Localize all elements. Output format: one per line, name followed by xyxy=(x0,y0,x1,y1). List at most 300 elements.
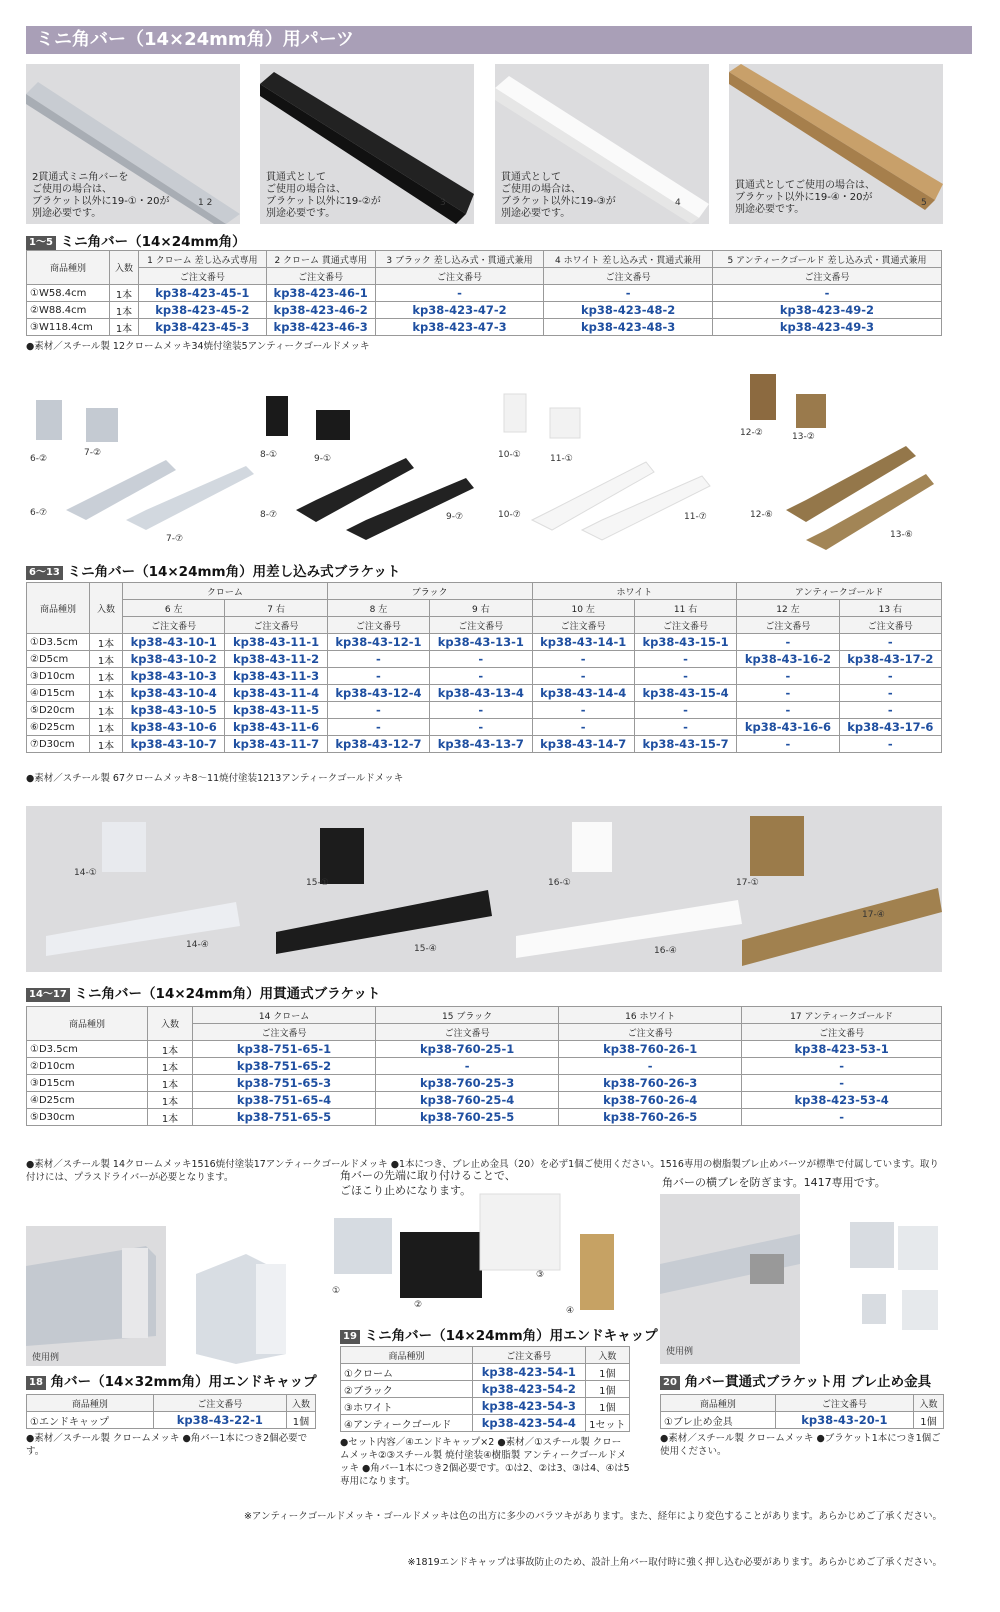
section-number: 18 xyxy=(26,1376,46,1390)
cell-code: kp38-43-10-3 xyxy=(123,668,225,685)
table-row xyxy=(341,1415,630,1432)
photo-label: ② xyxy=(414,1300,423,1310)
page-title: ミニ角バー（14×24mm角）用パーツ xyxy=(26,26,972,54)
table-row xyxy=(27,1109,942,1126)
photo-label: 17-① xyxy=(736,878,759,888)
col-qty: 入数 xyxy=(90,583,123,634)
cell-code: kp38-760-25-1 xyxy=(376,1041,559,1058)
material-note: ●セット内容／④エンドキャップ×2 ●素材／①スチール製 クロームメッキ②③スチール製 焼付塗装④樹脂製 アンティークゴールドメッキ ●角バー1本につき2個必要です。①は2、②は3、③は4、④は5専用になります。 xyxy=(340,1437,630,1487)
cell-code: kp38-43-14-4 xyxy=(532,685,634,702)
cell-code: kp38-43-22-1 xyxy=(153,1412,286,1429)
cell-code: - xyxy=(327,719,429,736)
cell-qty: 1本 xyxy=(148,1075,193,1092)
cell-code: kp38-423-48-2 xyxy=(544,302,713,319)
photo-label: 12-⑥ xyxy=(750,510,773,520)
cell-code: kp38-423-54-1 xyxy=(472,1364,585,1381)
cell-code: - xyxy=(634,668,736,685)
cell-code: kp38-43-17-6 xyxy=(839,719,941,736)
cell-code: kp38-760-26-3 xyxy=(559,1075,742,1092)
cell-code: kp38-43-13-4 xyxy=(430,685,532,702)
col-order: ご注文番号 xyxy=(532,617,634,634)
cell-code: kp38-751-65-2 xyxy=(193,1058,376,1075)
col-group: 2 クローム 貫通式専用 xyxy=(266,251,375,268)
cell-name: ⑤D20cm xyxy=(27,702,90,719)
col-side: 12 左 xyxy=(737,600,839,617)
through-brackets-table xyxy=(26,1006,942,1126)
bar-photo-gold xyxy=(729,64,943,224)
cell-code: kp38-43-11-3 xyxy=(225,668,327,685)
col-qty: 入数 xyxy=(110,251,139,285)
cell-code: kp38-423-54-3 xyxy=(472,1398,585,1415)
cell-code: kp38-43-10-1 xyxy=(123,634,225,651)
cell-code: - xyxy=(559,1058,742,1075)
col-order: ご注文番号 xyxy=(376,1024,559,1041)
cell-code: kp38-423-47-3 xyxy=(375,319,544,336)
col-group: 5 アンティークゴールド 差し込み式・貫通式兼用 xyxy=(712,251,941,268)
cell-code: - xyxy=(712,285,941,302)
cell-code: - xyxy=(430,719,532,736)
bracket-photos-insertion xyxy=(26,370,942,550)
cell-name: ③W118.4cm xyxy=(27,319,110,336)
cell-qty: 1本 xyxy=(90,634,123,651)
cell-code: - xyxy=(544,285,713,302)
cell-name: ③D15cm xyxy=(27,1075,148,1092)
photo-label: 9-① xyxy=(314,454,332,464)
col-side: 10 左 xyxy=(532,600,634,617)
table-row xyxy=(27,651,942,668)
cell-name: ①ブレ止め金具 xyxy=(661,1412,776,1429)
bar-photo-number: 4 xyxy=(675,198,681,208)
cell-name: ④D15cm xyxy=(27,685,90,702)
cell-code: kp38-751-65-5 xyxy=(193,1109,376,1126)
col-side: 6 左 xyxy=(123,600,225,617)
photo-label: 11-⑦ xyxy=(684,512,707,522)
cell-code: - xyxy=(737,736,839,753)
photo-label: 16-④ xyxy=(654,946,677,956)
cell-code: - xyxy=(742,1058,942,1075)
photo-label: 7-② xyxy=(84,448,102,458)
bars-table xyxy=(26,250,942,336)
col-order: ご注文番号 xyxy=(712,268,941,285)
cell-code: - xyxy=(376,1058,559,1075)
table-row xyxy=(27,685,942,702)
cell-code: kp38-751-65-4 xyxy=(193,1092,376,1109)
cell-code: kp38-43-11-2 xyxy=(225,651,327,668)
cell-qty: 1本 xyxy=(148,1041,193,1058)
section-number: 20 xyxy=(660,1376,680,1390)
cell-code: kp38-43-10-4 xyxy=(123,685,225,702)
bar-photo-caption: 貫通式として ご使用の場合は、 ブラケット以外に19-③が 別途必要です。 xyxy=(501,172,616,219)
cell-code: - xyxy=(430,651,532,668)
col-product: 商品種別 xyxy=(27,583,90,634)
stopper20-product-image xyxy=(842,1212,946,1342)
photo-label: 15-④ xyxy=(414,944,437,954)
col-group: ホワイト xyxy=(532,583,737,600)
bar-photo-white xyxy=(495,64,709,224)
col-order: ご注文番号 xyxy=(327,617,429,634)
col-group: 1 クローム 差し込み式専用 xyxy=(139,251,267,268)
table-row xyxy=(27,736,942,753)
cell-code: - xyxy=(430,668,532,685)
cell-code: - xyxy=(839,736,941,753)
photo-label: 14-① xyxy=(74,868,97,878)
bar-photo-caption: 2貫通式ミニ角バーを ご使用の場合は、 ブラケット以外に19-①・20が 別途必要です。 xyxy=(32,172,170,219)
material-note: ●素材／スチール製 67クロームメッキ8～11焼付塗装1213アンティークゴールドメッキ xyxy=(26,773,404,784)
col-side: 7 右 xyxy=(225,600,327,617)
bar-photo-number: 5 xyxy=(921,198,927,208)
cell-code: kp38-43-11-1 xyxy=(225,634,327,651)
cell-code: kp38-423-49-3 xyxy=(712,319,941,336)
cell-code: - xyxy=(430,702,532,719)
cell-code: kp38-760-25-4 xyxy=(376,1092,559,1109)
col-qty: 入数 xyxy=(913,1395,943,1412)
cell-code: - xyxy=(737,668,839,685)
section-title-text: 角バー貫通式ブラケット用 ブレ止め金具 xyxy=(684,1374,932,1390)
endcap18-usage-image xyxy=(26,1226,166,1366)
col-order: ご注文番号 xyxy=(193,1024,376,1041)
table-row xyxy=(341,1381,630,1398)
col-side: 9 右 xyxy=(430,600,532,617)
cell-code: kp38-43-16-6 xyxy=(737,719,839,736)
table-row xyxy=(341,1398,630,1415)
cell-code: kp38-43-20-1 xyxy=(775,1412,913,1429)
section-title-stopper20 xyxy=(660,1370,931,1390)
photo-label: 14-④ xyxy=(186,940,209,950)
table-row xyxy=(661,1412,944,1429)
section-title-insertion-brackets xyxy=(26,560,400,580)
cell-name: ①クローム xyxy=(341,1364,473,1381)
insertion-brackets-image xyxy=(26,370,942,550)
cell-code: - xyxy=(737,634,839,651)
col-order: ご注文番号 xyxy=(153,1395,286,1412)
cell-code: kp38-751-65-3 xyxy=(193,1075,376,1092)
cell-qty: 1セット xyxy=(585,1415,629,1432)
material-note: ●素材／スチール製 クロームメッキ ●ブラケット1本につき1個ご使用ください。 xyxy=(660,1433,941,1457)
section-title-endcap18 xyxy=(26,1370,317,1390)
cell-qty: 1本 xyxy=(90,651,123,668)
table-row xyxy=(27,1075,942,1092)
cell-qty: 1個 xyxy=(913,1412,943,1429)
table-row xyxy=(27,1058,942,1075)
cell-name: ①W58.4cm xyxy=(27,285,110,302)
photo-label: ① xyxy=(332,1286,341,1296)
col-group: クローム xyxy=(123,583,328,600)
cell-name: ⑦D30cm xyxy=(27,736,90,753)
col-qty: 入数 xyxy=(286,1395,315,1412)
cell-name: ②ブラック xyxy=(341,1381,473,1398)
cell-code: - xyxy=(742,1075,942,1092)
cell-qty: 1本 xyxy=(148,1109,193,1126)
col-product: 商品種別 xyxy=(27,251,110,285)
photo-label: 8-⑦ xyxy=(260,510,278,520)
footer-note-2: ※1819エンドキャップは事故防止のため、設計上角バー取付時に強く押し込む必要があります。あらかじめご了承ください。 xyxy=(407,1557,942,1568)
cell-qty: 1本 xyxy=(148,1058,193,1075)
section-title-text: ミニ角バー（14×24mm角）用エンドキャップ xyxy=(364,1328,658,1344)
insertion-brackets-table xyxy=(26,582,942,753)
cell-code: - xyxy=(532,651,634,668)
col-order: ご注文番号 xyxy=(430,617,532,634)
cell-code: - xyxy=(634,651,736,668)
cell-code: kp38-423-48-3 xyxy=(544,319,713,336)
col-order: ご注文番号 xyxy=(544,268,713,285)
cell-code: kp38-423-46-3 xyxy=(266,319,375,336)
cell-code: kp38-43-10-7 xyxy=(123,736,225,753)
col-order: ご注文番号 xyxy=(266,268,375,285)
col-order: ご注文番号 xyxy=(839,617,941,634)
col-product: 商品種別 xyxy=(341,1347,473,1364)
cell-qty: 1個 xyxy=(286,1412,315,1429)
cell-name: ①エンドキャップ xyxy=(27,1412,154,1429)
cell-code: kp38-423-46-2 xyxy=(266,302,375,319)
cell-name: ④アンティークゴールド xyxy=(341,1415,473,1432)
cell-code: - xyxy=(634,702,736,719)
usage-label: 使用例 xyxy=(32,1353,60,1363)
table-row xyxy=(27,634,942,651)
material-note: ●素材／スチール製 14クロームメッキ1516焼付塗装17アンティークゴールドメッキ ●1本につき、ブレ止め金具（20）を必ず1個ご使用ください。1516専用の樹脂製ブレ止めパーツが標準で付属しています。取り付けには、プラスドライバーが必要となります。 xyxy=(26,1159,939,1183)
col-group: 14 クローム xyxy=(193,1007,376,1024)
stopper20-intro: 角バーの横ブレを防ぎます。1417専用です。 xyxy=(662,1176,886,1189)
cell-code: kp38-423-45-1 xyxy=(139,285,267,302)
photo-label: 10-① xyxy=(498,450,521,460)
cell-code: kp38-43-13-1 xyxy=(430,634,532,651)
cell-code: kp38-760-26-4 xyxy=(559,1092,742,1109)
col-product: 商品種別 xyxy=(661,1395,776,1412)
table-row xyxy=(27,1092,942,1109)
cell-qty: 1本 xyxy=(90,702,123,719)
col-order: ご注文番号 xyxy=(472,1347,585,1364)
endcap19-product-image xyxy=(330,1188,630,1320)
section-title-text: ミニ角バー（14×24mm角） xyxy=(60,234,246,250)
cell-code: - xyxy=(327,651,429,668)
cell-code: kp38-43-14-1 xyxy=(532,634,634,651)
photo-label: 6-② xyxy=(30,454,48,464)
cell-code: kp38-43-11-7 xyxy=(225,736,327,753)
cell-code: kp38-43-11-6 xyxy=(225,719,327,736)
cell-code: kp38-43-15-4 xyxy=(634,685,736,702)
cell-name: ②D10cm xyxy=(27,1058,148,1075)
cell-code: - xyxy=(839,668,941,685)
cell-code: - xyxy=(839,634,941,651)
cell-code: kp38-423-45-2 xyxy=(139,302,267,319)
col-side: 11 右 xyxy=(634,600,736,617)
photo-label: 6-⑦ xyxy=(30,508,48,518)
photo-label: 12-② xyxy=(740,428,763,438)
table-row xyxy=(27,668,942,685)
table-row xyxy=(27,1412,316,1429)
cell-code: kp38-43-10-5 xyxy=(123,702,225,719)
col-group: 16 ホワイト xyxy=(559,1007,742,1024)
photo-label: 7-⑦ xyxy=(166,534,184,544)
section-title-bars xyxy=(26,230,246,250)
col-group: 3 ブラック 差し込み式・貫通式兼用 xyxy=(375,251,544,268)
bar-photo-number: 1 2 xyxy=(198,198,213,208)
cell-code: - xyxy=(532,668,634,685)
photo-label: 9-⑦ xyxy=(446,512,464,522)
section-title-text: ミニ角バー（14×24mm角）用差し込み式ブラケット xyxy=(67,564,401,580)
cell-code: kp38-43-10-6 xyxy=(123,719,225,736)
col-group: 15 ブラック xyxy=(376,1007,559,1024)
cell-code: kp38-760-25-3 xyxy=(376,1075,559,1092)
cell-code: kp38-43-15-7 xyxy=(634,736,736,753)
table-row xyxy=(341,1364,630,1381)
photo-label: 16-① xyxy=(548,878,571,888)
material-note: ●素材／スチール製 クロームメッキ ●角バー1本につき2個必要です。 xyxy=(26,1433,308,1457)
col-order: ご注文番号 xyxy=(123,617,225,634)
section-title-text: 角バー（14×32mm角）用エンドキャップ xyxy=(50,1374,317,1390)
cell-code: kp38-43-15-1 xyxy=(634,634,736,651)
photo-label: 17-④ xyxy=(862,910,885,920)
cell-code: kp38-43-12-1 xyxy=(327,634,429,651)
cell-code: kp38-43-14-7 xyxy=(532,736,634,753)
cell-name: ④D25cm xyxy=(27,1092,148,1109)
cell-name: ①D3.5cm xyxy=(27,634,90,651)
col-side: 8 左 xyxy=(327,600,429,617)
cell-code: - xyxy=(375,285,544,302)
cell-name: ⑤D30cm xyxy=(27,1109,148,1126)
cell-code: - xyxy=(742,1109,942,1126)
cell-name: ②D5cm xyxy=(27,651,90,668)
cell-code: kp38-43-13-7 xyxy=(430,736,532,753)
cell-qty: 1本 xyxy=(90,685,123,702)
cell-qty: 1本 xyxy=(90,719,123,736)
section-number: 19 xyxy=(340,1330,360,1344)
usage-label: 使用例 xyxy=(666,1347,694,1357)
stopper20-table xyxy=(660,1394,944,1429)
cell-qty: 1個 xyxy=(585,1398,629,1415)
bar-photo-caption: 貫通式としてご使用の場合は、 ブラケット以外に19-④・20が 別途必要です。 xyxy=(735,180,875,215)
photo-label: ④ xyxy=(566,1306,575,1316)
bar-photo-caption: 貫通式として ご使用の場合は、 ブラケット以外に19-②が 別途必要です。 xyxy=(266,172,381,219)
stopper20-usage-photo xyxy=(660,1194,800,1364)
cell-code: kp38-43-17-2 xyxy=(839,651,941,668)
cell-code: - xyxy=(634,719,736,736)
photo-label: 13-② xyxy=(792,432,815,442)
cell-code: kp38-423-49-2 xyxy=(712,302,941,319)
endcap18-usage-photo xyxy=(26,1226,166,1366)
material-note: ●素材／スチール製 12クロームメッキ34焼付塗装5アンティークゴールドメッキ xyxy=(26,341,370,352)
col-order: ご注文番号 xyxy=(375,268,544,285)
photo-label: 10-⑦ xyxy=(498,510,521,520)
bracket-photos-through xyxy=(26,806,942,972)
cell-code: - xyxy=(327,702,429,719)
cell-code: kp38-423-53-4 xyxy=(742,1092,942,1109)
cell-qty: 1個 xyxy=(585,1364,629,1381)
footer-note-1: ※アンティークゴールドメッキ・ゴールドメッキは色の出方に多少のバラツキがあります。また、経年により変色することがあります。あらかじめご了承ください。 xyxy=(243,1511,942,1522)
table-row xyxy=(27,302,942,319)
through-brackets-image xyxy=(26,806,942,972)
photo-label: 13-⑥ xyxy=(890,530,913,540)
col-order: ご注文番号 xyxy=(775,1395,913,1412)
cell-name: ③ホワイト xyxy=(341,1398,473,1415)
col-group: 17 アンティークゴールド xyxy=(742,1007,942,1024)
col-product: 商品種別 xyxy=(27,1395,154,1412)
col-order: ご注文番号 xyxy=(559,1024,742,1041)
section-title-endcap19 xyxy=(340,1324,658,1344)
cell-code: kp38-423-54-2 xyxy=(472,1381,585,1398)
col-order: ご注文番号 xyxy=(225,617,327,634)
cell-code: kp38-751-65-1 xyxy=(193,1041,376,1058)
cell-code: kp38-43-11-4 xyxy=(225,685,327,702)
table-row xyxy=(27,285,942,302)
endcap19-intro: 角バーの先端に取り付けることで、 ごほこり止めになります。 xyxy=(340,1169,516,1197)
bar-photo-number: 3 xyxy=(440,198,446,208)
photo-label: ③ xyxy=(536,1270,545,1280)
cell-code: kp38-423-45-3 xyxy=(139,319,267,336)
cell-code: kp38-760-26-1 xyxy=(559,1041,742,1058)
table-row xyxy=(27,1041,942,1058)
endcap19-table xyxy=(340,1346,630,1432)
cell-name: ⑥D25cm xyxy=(27,719,90,736)
photo-label: 8-① xyxy=(260,450,278,460)
section-title-text: ミニ角バー（14×24mm角）用貫通式ブラケット xyxy=(74,986,381,1002)
cell-qty: 1本 xyxy=(110,285,139,302)
cell-code: kp38-43-11-5 xyxy=(225,702,327,719)
cell-qty: 1本 xyxy=(110,319,139,336)
table-row xyxy=(27,702,942,719)
endcap18-product-image xyxy=(186,1254,296,1364)
stopper20-usage-image xyxy=(660,1194,800,1364)
col-qty: 入数 xyxy=(148,1007,193,1041)
photo-label: 11-① xyxy=(550,454,573,464)
cell-code: kp38-423-46-1 xyxy=(266,285,375,302)
cell-code: - xyxy=(532,702,634,719)
col-group: ブラック xyxy=(327,583,532,600)
col-order: ご注文番号 xyxy=(634,617,736,634)
col-side: 13 右 xyxy=(839,600,941,617)
table-row xyxy=(27,719,942,736)
cell-code: kp38-760-25-5 xyxy=(376,1109,559,1126)
table-row xyxy=(27,319,942,336)
photo-label: 15-① xyxy=(306,878,329,888)
cell-qty: 1個 xyxy=(585,1381,629,1398)
cell-code: - xyxy=(839,702,941,719)
cell-code: kp38-423-53-1 xyxy=(742,1041,942,1058)
cell-name: ③D10cm xyxy=(27,668,90,685)
col-qty: 入数 xyxy=(585,1347,629,1364)
col-order: ご注文番号 xyxy=(737,617,839,634)
col-product: 商品種別 xyxy=(27,1007,148,1041)
bar-photo-black xyxy=(260,64,474,224)
cell-code: kp38-760-26-5 xyxy=(559,1109,742,1126)
endcap18-table xyxy=(26,1394,316,1429)
cell-code: kp38-43-12-4 xyxy=(327,685,429,702)
col-order: ご注文番号 xyxy=(742,1024,942,1041)
cell-code: - xyxy=(532,719,634,736)
section-number: 14～17 xyxy=(26,988,70,1002)
cell-code: kp38-43-12-7 xyxy=(327,736,429,753)
section-number: 6～13 xyxy=(26,566,63,580)
cell-qty: 1本 xyxy=(110,302,139,319)
col-order: ご注文番号 xyxy=(139,268,267,285)
section-number: 1～5 xyxy=(26,236,56,250)
cell-name: ②W88.4cm xyxy=(27,302,110,319)
cell-name: ①D3.5cm xyxy=(27,1041,148,1058)
cell-code: kp38-43-10-2 xyxy=(123,651,225,668)
cell-code: kp38-423-47-2 xyxy=(375,302,544,319)
cell-code: - xyxy=(327,668,429,685)
cell-code: - xyxy=(839,685,941,702)
bar-photo-chrome xyxy=(26,64,240,224)
section-title-through-brackets xyxy=(26,982,380,1002)
cell-code: - xyxy=(737,702,839,719)
cell-qty: 1本 xyxy=(90,736,123,753)
cell-code: - xyxy=(737,685,839,702)
cell-qty: 1本 xyxy=(148,1092,193,1109)
cell-code: kp38-43-16-2 xyxy=(737,651,839,668)
col-group: アンティークゴールド xyxy=(737,583,942,600)
cell-code: kp38-423-54-4 xyxy=(472,1415,585,1432)
cell-qty: 1本 xyxy=(90,668,123,685)
